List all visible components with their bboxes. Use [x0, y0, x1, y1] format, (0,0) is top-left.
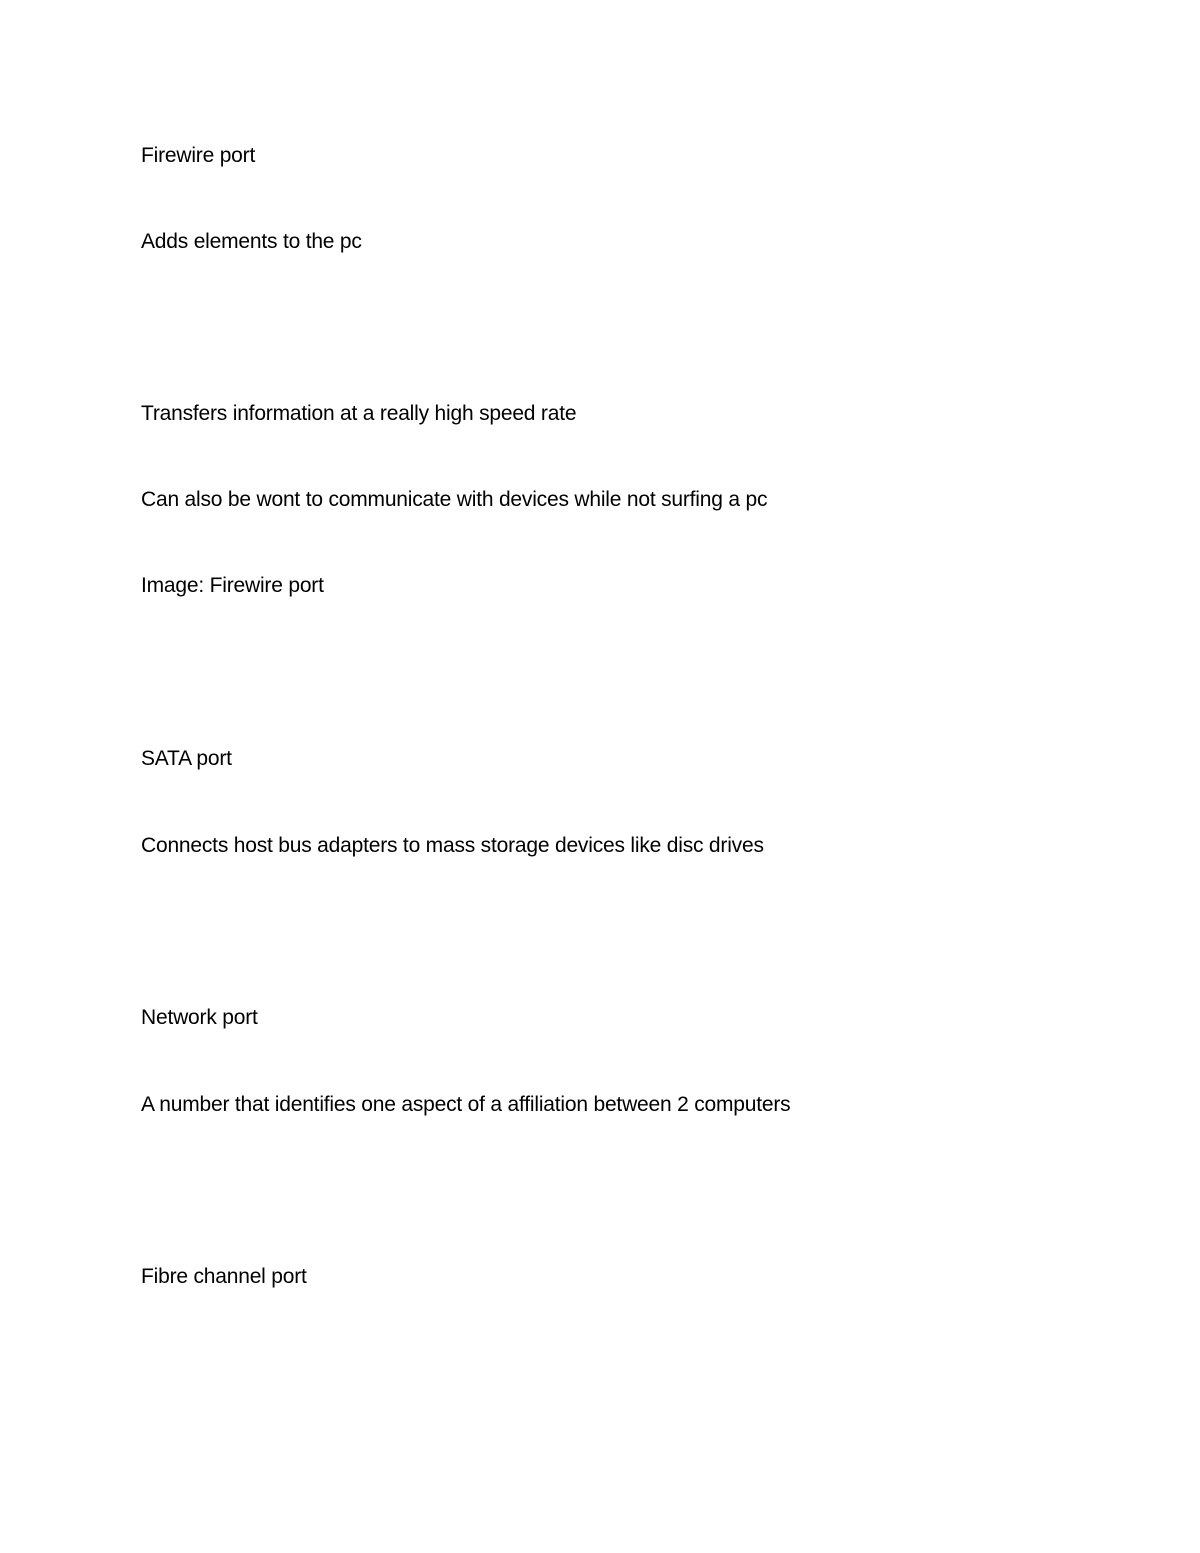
firewire-description-3: Can also be wont to communicate with devices while not surfing a pc — [141, 488, 768, 511]
heading-fibre-channel-port: Fibre channel port — [141, 1265, 307, 1288]
network-description: A number that identifies one aspect of a affiliation between 2 computers — [141, 1093, 791, 1116]
heading-sata-port: SATA port — [141, 747, 232, 770]
heading-network-port: Network port — [141, 1006, 258, 1029]
firewire-description-1: Adds elements to the pc — [141, 230, 362, 253]
firewire-description-2: Transfers information at a really high speed rate — [141, 402, 577, 425]
firewire-image-caption: Image: Firewire port — [141, 574, 324, 597]
heading-firewire-port: Firewire port — [141, 144, 256, 167]
sata-description: Connects host bus adapters to mass storage devices like disc drives — [141, 834, 764, 857]
